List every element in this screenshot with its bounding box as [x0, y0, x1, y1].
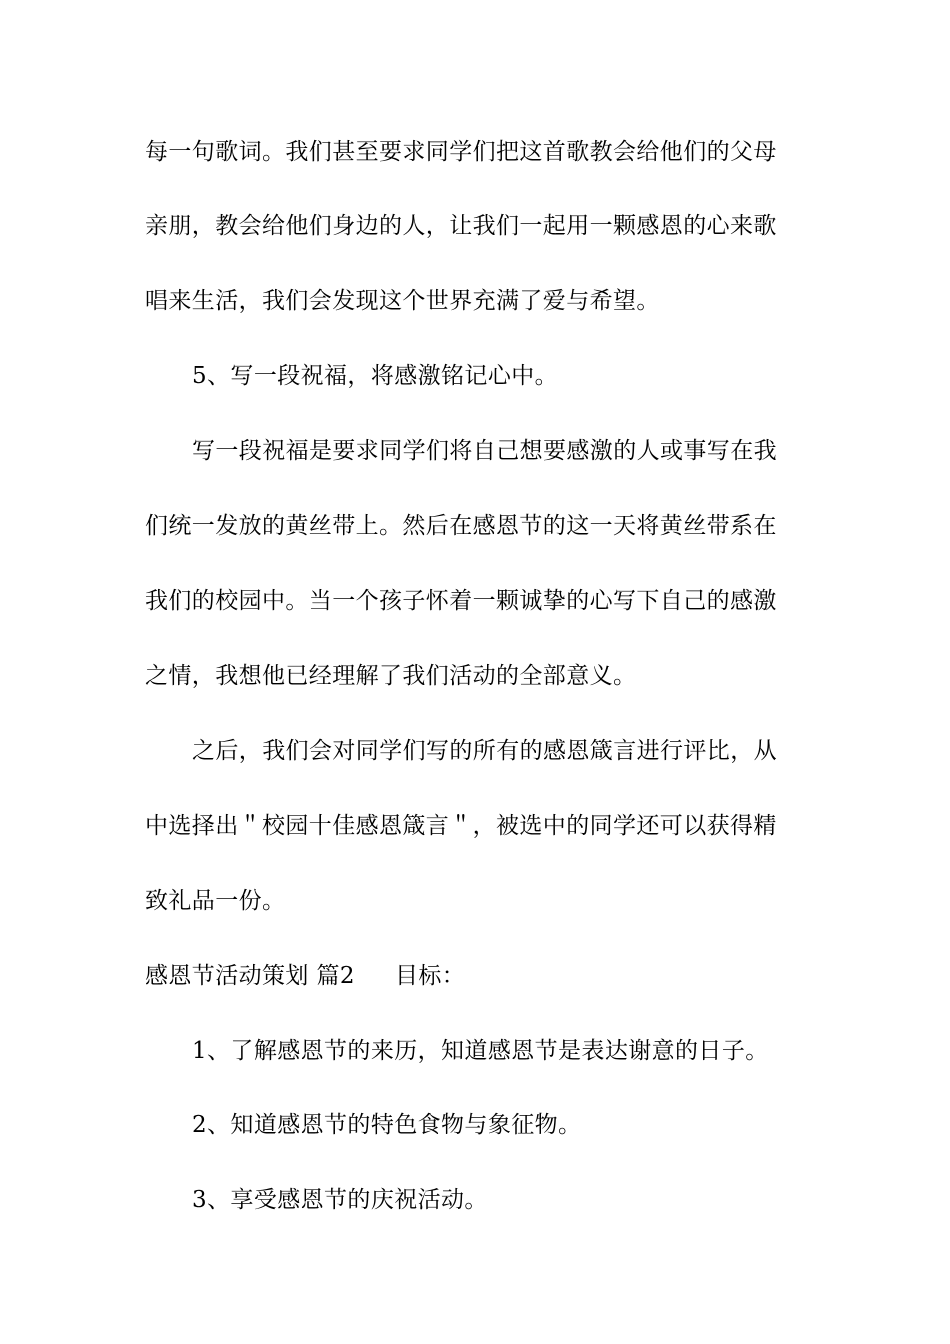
- list-item: 5、写一段祝福，将感激铭记心中。: [192, 363, 559, 389]
- section-heading: [145, 962, 810, 990]
- paragraph-line: 们统一发放的黄丝带上。然后在感恩节的这一天将黄丝带系在: [145, 513, 777, 539]
- paragraph-line: 唱来生活，我们会发现这个世界充满了爱与希望。: [145, 288, 660, 314]
- section-label: 目标：: [394, 963, 466, 989]
- paragraph-line: 我们的校园中。当一个孩子怀着一颗诚挚的心写下自己的感激: [145, 588, 777, 614]
- list-item: 1、了解感恩节的来历，知道感恩节是表达谢意的日子。: [192, 1038, 769, 1064]
- paragraph-line: 致礼品一份。: [145, 888, 286, 914]
- list-item: 3、享受感恩节的庆祝活动。: [192, 1187, 488, 1213]
- section-title: 感恩节活动策划 篇2: [145, 963, 355, 989]
- paragraph-line: 中选择出＂校园十佳感恩箴言＂，被选中的同学还可以获得精: [145, 813, 777, 839]
- paragraph-line: 亲朋，教会给他们身边的人，让我们一起用一颗感恩的心来歌: [145, 213, 777, 239]
- paragraph-line: 之后，我们会对同学们写的所有的感恩箴言进行评比，从: [192, 738, 777, 764]
- paragraph-line: 之情，我想他已经理解了我们活动的全部意义。: [145, 663, 637, 689]
- list-item: 2、知道感恩节的特色食物与象征物。: [192, 1112, 582, 1138]
- paragraph-line: 每一句歌词。我们甚至要求同学们把这首歌教会给他们的父母: [145, 139, 777, 165]
- paragraph-line: 写一段祝福是要求同学们将自己想要感激的人或事写在我: [192, 438, 777, 464]
